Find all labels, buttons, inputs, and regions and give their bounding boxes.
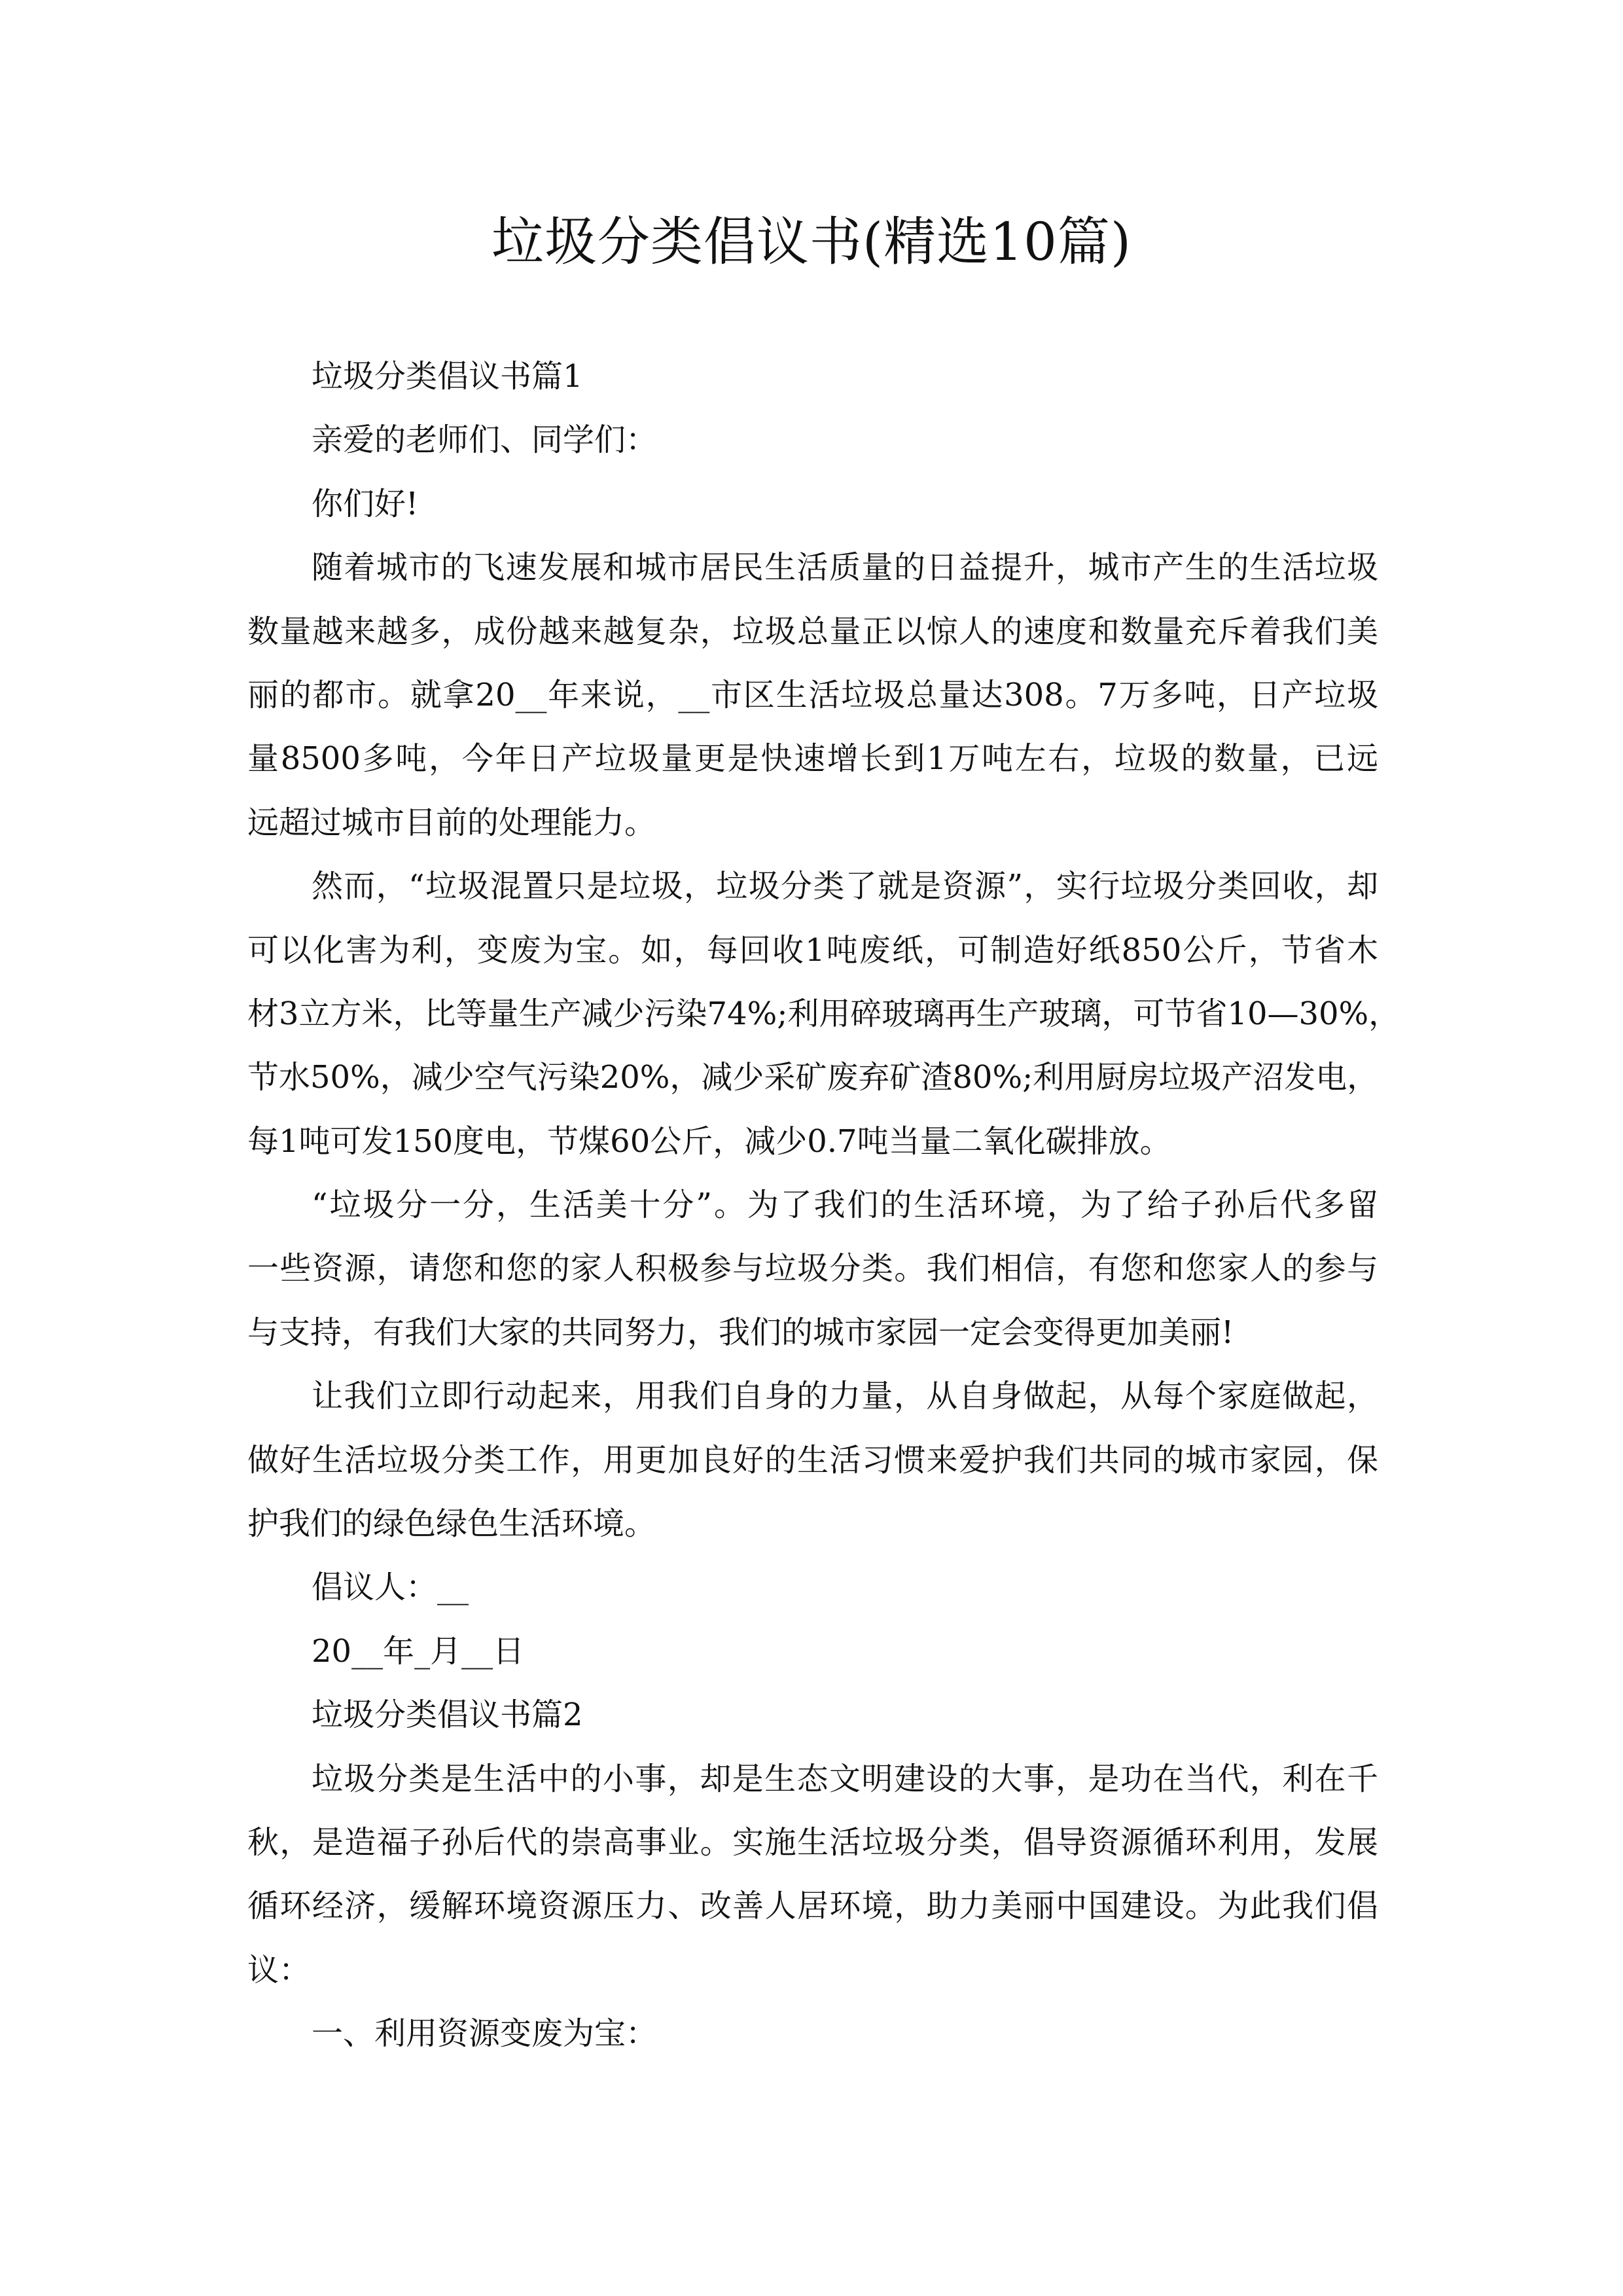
text-line: 亲爱的老师们、同学们： bbox=[312, 422, 658, 459]
text-line: 垃圾分类倡议书篇2 bbox=[312, 1696, 583, 1734]
text-line: 然而，“垃圾混置只是垃圾，垃圾分类了就是资源”，实行垃圾分类回收，却 bbox=[312, 868, 1378, 905]
text-line: 丽的都市。就拿20__年来说，__市区生活垃圾总量达308。7万多吨，日产垃圾 bbox=[247, 676, 1378, 713]
text-line: 护我们的绿色绿色生活环境。 bbox=[247, 1505, 656, 1543]
text-line: 量8500多吨，今年日产垃圾量更是快速增长到1万吨左右，垃圾的数量，已远 bbox=[247, 740, 1378, 778]
text-line: 材3立方米，比等量生产减少污染74%;利用碎玻璃再生产玻璃，可节省10—30%， bbox=[247, 995, 1400, 1032]
document-title: 垃圾分类倡议书(精选10篇) bbox=[491, 211, 1132, 272]
text-line: “垃圾分一分，生活美十分”。为了我们的生活环境，为了给子孙后代多留 bbox=[312, 1187, 1378, 1224]
text-line: 垃圾分类倡议书篇1 bbox=[312, 358, 583, 395]
text-line: 可以化害为利，变废为宝。如，每回收1吨废纸，可制造好纸850公斤，节省木 bbox=[247, 931, 1378, 969]
text-line: 垃圾分类是生活中的小事，却是生态文明建设的大事，是功在当代，利在千 bbox=[312, 1760, 1378, 1797]
text-line: 数量越来越多，成份越来越复杂，垃圾总量正以惊人的速度和数量充斥着我们美 bbox=[247, 613, 1378, 650]
text-line: 倡议人：__ bbox=[312, 1569, 469, 1606]
text-line: 随着城市的飞速发展和城市居民生活质量的日益提升，城市产生的生活垃圾 bbox=[312, 549, 1378, 586]
text-line: 一、利用资源变废为宝： bbox=[312, 2015, 658, 2053]
text-line: 一些资源，请您和您的家人积极参与垃圾分类。我们相信，有您和您家人的参与 bbox=[247, 1250, 1378, 1287]
text-line: 你们好! bbox=[312, 485, 419, 522]
text-line: 做好生活垃圾分类工作，用更加良好的生活习惯来爱护我们共同的城市家园，保 bbox=[247, 1441, 1378, 1479]
document-body bbox=[247, 345, 1400, 2066]
text-line: 远超过城市目前的处理能力。 bbox=[247, 804, 656, 841]
text-line: 让我们立即行动起来，用我们自身的力量，从自身做起，从每个家庭做起， bbox=[312, 1378, 1378, 1415]
text-line: 循环经济，缓解环境资源压力、改善人居环境，助力美丽中国建设。为此我们倡 bbox=[247, 1888, 1378, 1925]
text-line: 与支持，有我们大家的共同努力，我们的城市家园一定会变得更加美丽! bbox=[247, 1314, 1234, 1351]
text-line: 秋，是造福子孙后代的崇高事业。实施生活垃圾分类，倡导资源循环利用，发展 bbox=[247, 1823, 1378, 1861]
text-line: 每1吨可发150度电，节煤60公斤，减少0.7吨当量二氧化碳排放。 bbox=[247, 1122, 1171, 1160]
text-line: 议： bbox=[247, 1951, 311, 1988]
text-line: 节水50%，减少空气污染20%，减少采矿废弃矿渣80%;利用厨房垃圾产沼发电， bbox=[247, 1059, 1379, 1096]
text-line: 20__年_月__日 bbox=[312, 1632, 525, 1670]
